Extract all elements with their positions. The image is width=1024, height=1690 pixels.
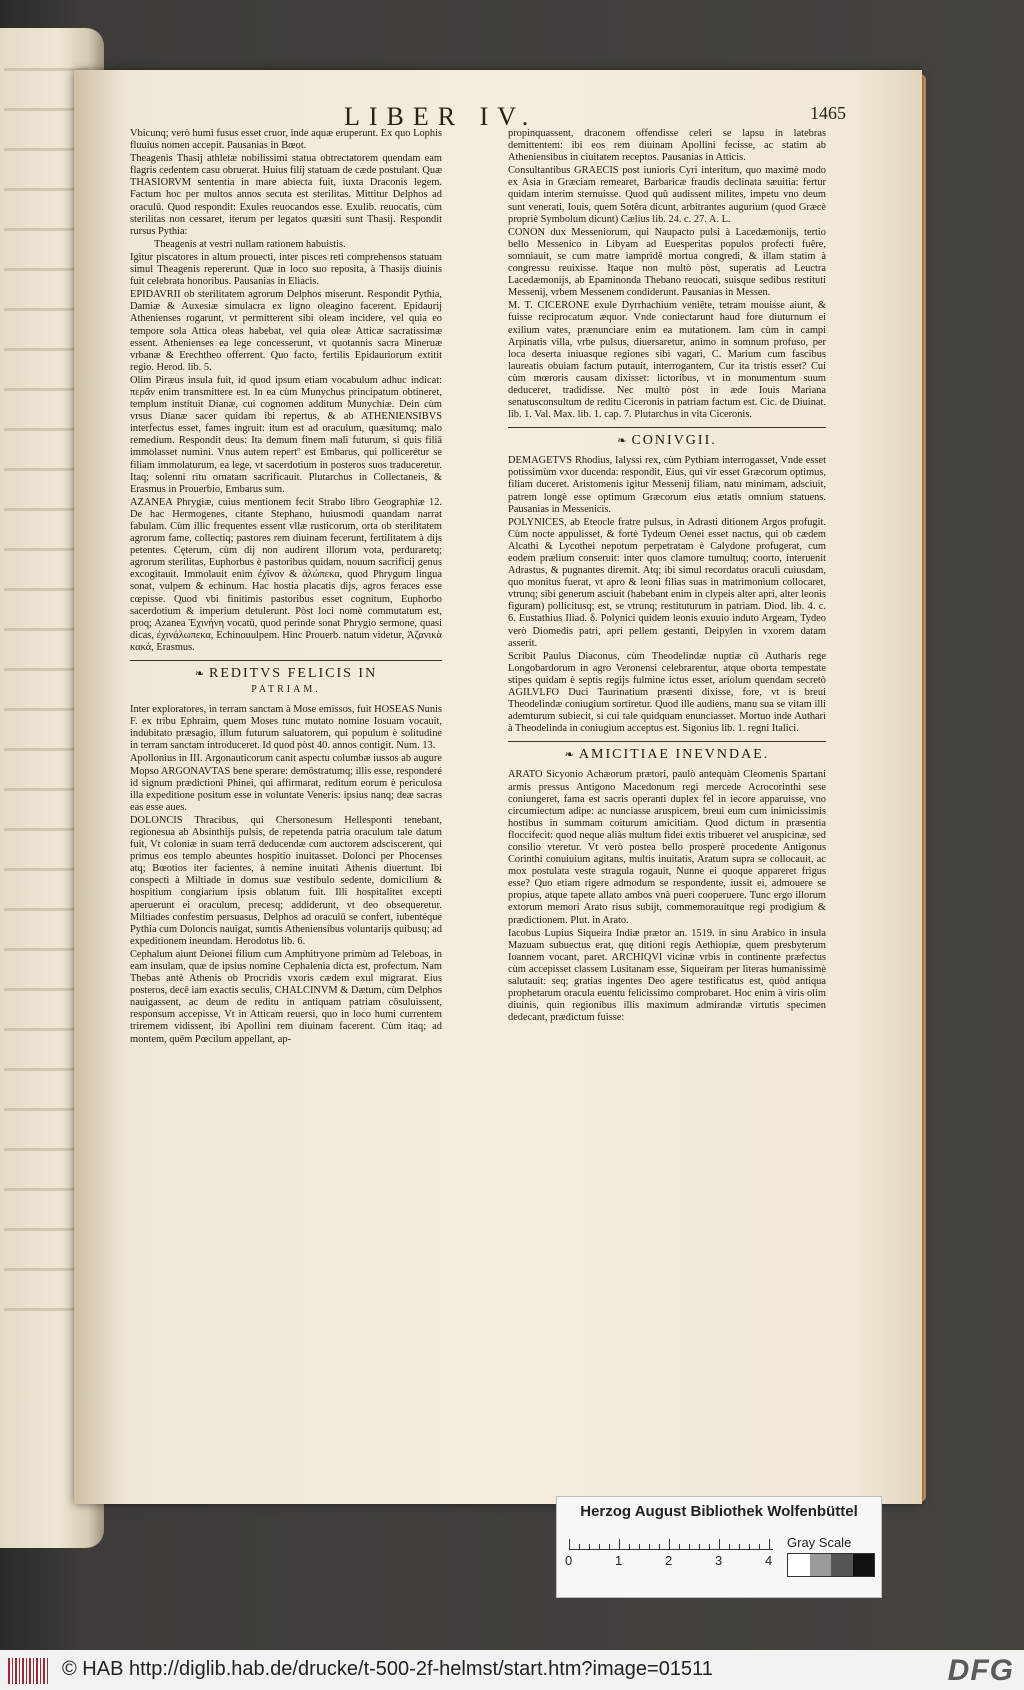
paragraph: AZANEA Phrygiæ, cuius mentionem fecit Strabo libro Geographiæ 12. De hac Hermogenes, citante Stephano, huiusmodi quandam narrat fabulam. Cùm illic frequentes essent vllæ rusticorum, orta ob sterilitatem agrorum fame, collectiq; pastores rem diuinam fecerunt, fertilitatem à dijs petentes. Cęterum, cùm dij non audirent illorum vota, perduraretq; agrorum sterilitas, Euphorbus è pastoribus quidam, nouum sacrificij genus excogitauit. Immolauit enim ἐχῖνον & ἀλώπεκα, quod Phrygum lingua sonat, vulpem & echinum. Hac hostia placatis dijs, agros feraces esse cœpisse. Quod vbi finitimis pastoribus esset cognitum, Euphorbo sacerdotium & imperium detulerunt. Pòst loci nomè commutatum est, proq; Azanea Ἐχινήνη vocatū, quod perinde sonat Phrygio sermone, quasi dicas, ἐχινάλωπεκα, Echinouulpem. Hinc Prouerb. natum videtur, Ἀζανικὰ κακά, Erasmus. — [130, 496, 442, 653]
section-heading-reditus — [130, 660, 442, 698]
section-subheading: PATRIAM. — [251, 684, 321, 696]
paragraph: DOLONCIS Thracibus, qui Chersonesum Hellesponti tenebant, regionesua ab Absinthijs pulsis, de repetenda patria oraculum tale datum fuit, Vt coloniæ in suam terrā deducendæ cum auctorem adsciscerent, qui primus eos templo abeuntes hospitio inuitasset. Dolonci per Phocenses atq; Bœotios iter facientes, à nemine inuitati Athenis diuertunt. Ibi conspecti à Miltiade in domus suæ vestibulo sedente, domicilium & hospitium congiarium ipsis oblatum fuit. Illi hospitalitet excepti aperuerunt ei oraculum, precesq; addiderunt, vt deo obsequeretur. Miltiades confestim persuasus, Delphos ad oraculū se confert, iubentéque Pythia cum Doloncis nauigat, sumtis Atheniensibus voluntarijs quibusq; ad expeditionem ineundam. Herodotus lib. 6. — [130, 814, 442, 947]
paragraph: EPIDAVRII ob sterilitatem agrorum Delphos miserunt. Respondit Pythia, Damiæ & Auxesiæ simulacra ex ligno oleagino facerent. Epidaurij Athenienses rogarunt, vt permitterent sibi oleam incidere, vel quia eo tempore sola Attica oleas habebat, vel quia oleæ Atticæ sacratissimæ essent. Athenienses ea lege concesserunt, vt quotannis sacra Mineruæ vrbanæ & Erechtheo offerrent. Quo facto, fertilis Epidauriorum extitit regio. Herod. lib. 5. — [130, 289, 442, 373]
paragraph: Apollonius in III. Argonauticorum canit aspectu columbæ iussos ab augure Mopso ARGONAVTAS bene sperare: demōstratumq; illis esse, responderé id signum prædictioni Phinei, qui affirmarat, reditum eorum è periculosa illa expeditione positum esse in voluntate Veneris: ipsius nanq; deæ sacras eas esse aues. — [130, 753, 442, 813]
paragraph: Cephalum aiunt Deionei filium cum Amphitryone primùm ad Teleboas, in eam insulam, quæ de ipsius nomine Cephalenia dicta est, profectum. Nam Thebas antè Athenis ob Procridis vxoris cædem exul migrarat. Eius posteros, decē iam exactis seculis, CHALCINVM & Dætum, cùm Delphos nauigassent, ac deum de reditu in antiquam patriam cōsuluissent, responsum accepisse, Vt in Atticam reuersi, quo in loco humi currentem triremem vidissent, ibi Apollini rem diuinam facerent. Cùm itaq; ad montem, quēm Pœcilum appellant, ap- — [130, 948, 442, 1045]
fleuron-icon: ❧ — [617, 435, 629, 448]
scale-number: 2 — [665, 1553, 673, 1568]
calibration-card — [556, 1496, 882, 1598]
gray-swatch — [831, 1554, 853, 1576]
institution-name: Herzog August Bibliothek Wolfenbüttel — [580, 1503, 858, 1520]
verse-line: Theagenis at vestri nullam rationem habuistis. — [154, 238, 346, 250]
gray-scale-swatches — [787, 1553, 875, 1577]
gray-swatch — [788, 1554, 810, 1576]
paragraph: ARATO Sicyonio Achæorum prætori, paulò antequàm Cleomenis Spartani armis pressus Antigono Macedonum regi mercede Acrocorinthi sese coniungeret, fama est sacris operanti duplex fel in iecore apparuisse, vno circumiectum adipe: ac nunciasse aruspicem, breui eum cum inimicissimis hostibus in summam coiturum amicitiam. Quod dictum in præsentia floccifecit: quod neque aliàs multum fidei extis tribueret vel aruspicinæ, sed consilio vteretur. Vt verò postea bello prosperè procedente Antigonus Corinthi conuiuium agitans, multis inuitatis, Aratum supra se collocauit, ac mox postulata veste stragula rogauit, Nunne ei quoque appareret frigus esse? Quo etiam rigere admodum se respondente, iussit ei, admouere se propius, atque tapete allato ambos vnà pueri cooperuere. Tunc ergo illorum extorum memori Arato risus subijt, commemorauitque regi prodigium & prædictionem. Plut. in Arato. — [508, 769, 826, 926]
section-heading-coniugii — [508, 427, 826, 449]
paragraph: POLYNICES, ab Eteocle fratre pulsus, in Adrasti ditionem Argos profugit. Cùm nocte appulisset, & fortè Tydeum Oenei esset nactus, qui ob cædem Alcathi & Lycothei nepotum perpetratam è Calydone profugerat, cum eodem prælium conseruit: inter quos clamore tumultuq; coorto, interuenit Adrastus, & pugnantes diremit. Atq; ibi simul recordatus oraculi cuiusdam, quo monitus fuerat, vt apro & leoni filias suas in matrimonium collocaret, vtrunq; sibi generum asciuit (habebant enim in clypeis alter apri, alter leonis figuram) pollicitusq; est, se vtrunq; restituturum in patriam. Diod. lib. 4. c. 6. Eustathius Iliad. δ. Polynici quidem leonis exuuio induto Argeam, Tydeo verò Diomedis patri, apri pellem gestanti, Deipylen in vxorem datam asserit. — [508, 516, 826, 649]
section-heading-text: REDITVS FELICIS IN — [208, 666, 378, 682]
source-url[interactable]: © HAB http://diglib.hab.de/drucke/t-500-2f-helmst/start.htm?image=01511 — [62, 1658, 713, 1680]
barcode-icon — [8, 1658, 48, 1684]
paragraph: Theagenis Thasij athletæ nobilissimi statua obtrectatorem quendam eam flagris cedentem casu obruerat. Huius filij statuam de cæde postulant. Quæ THASIORVM sententia in mare abiecta fuit, iuxta Draconis legem. Factum hoc per multos annos secuta est sterilitas. Mittitur Delphos ad oraculū. Quod respondit: Exules reuocandos esse. Exulib. reuocatis, cùm sterilitas non cessaret, iterum per legatos quæsiti sunt Thasij. Respondit rursus Pythia: — [130, 153, 442, 237]
paragraph: Consultantibus GRAECIS post iunioris Cyri interitum, quo maximè modo ex Asia in Græciam remearet, Barbaricæ fraudis declinata sæuitia: fertur quidam interim sternuisse. Quod quū audissent milites, impetu vno deum sunt venerati, Iouis, quem Sotêra dicunt, arbitrantes augurium (quod Græcè propriè Symbolum dicunt) Cælius lib. 24. c. 27. A. L. — [508, 165, 826, 225]
page-number: 1465 — [810, 103, 846, 123]
paragraph: Inter exploratores, in terram sanctam à Mose emissos, fuit HOSEAS Nunis F. ex tribu Ephraim, quem Moses tunc mutato nomine Iosuam vocauit, indubitato præsagio, illum futurum saluatorem, qui populum è solitudine in terram sanctam introduceret. Id quod pòst 40. annos contigit. Num. 13. — [130, 704, 442, 752]
paragraph: DEMAGETVS Rhodius, Ialyssi rex, cùm Pythiam interrogasset, Vnde esset potissimùm vxor ducenda: respondit, Eius, qui vir esset Græcorum optimus, filiam duceret. Aristomenis igitur Messenij filiam, natu minimam, adsciuit, patrem longè esse optimum Græcorum eius ætatis omnium statuens. Pausanias in Messenicis. — [508, 455, 826, 515]
running-head: LIBER IV. — [344, 102, 538, 131]
scale-number: 4 — [765, 1553, 773, 1568]
paragraph: Vbicunq; verò humi fusus esset cruor, inde aquæ eruperunt. Ex quo Lophis fluuius nomen accepit. Pausanias in Bœot. — [130, 128, 442, 152]
footer-bar — [0, 1650, 1024, 1690]
scale-number: 1 — [615, 1553, 623, 1568]
right-column — [508, 128, 826, 1025]
fleuron-icon: ❧ — [564, 749, 576, 762]
scale-ruler — [569, 1533, 773, 1550]
scale-number: 0 — [565, 1553, 573, 1568]
paragraph: Olim Piræus insula fuit, id quod ipsum etiam vocabulum adhuc indicat: περᾶν enim transmittere est. In ea cùm Munychus principatum obtineret, templum instituit Dianæ, cui cognomen additum Munychiæ. Dein cùm vrsus Dianæ sacer quidam ibi repertus, & ab ATHENIENSIBVS interfectus esset, fames ingruit: itum est ad oraculum, quæsitumq; malo remedium. Respondit deus: Ita demum finem mali futurum, si quis filiā immolasset numini. Vnus autem repertº est Embarus, qui pollicerétur se filiam immolaturum, ea lege, vt sacerdotium in posteros suos traduceretur. Itaq; solenni ritu ornatam sacrificauit. Plutarchus in Collectaneis, & Erasmus in Prouerbio, Embarus sum. — [130, 374, 442, 495]
gray-swatch — [853, 1554, 875, 1576]
paragraph: propinquassent, draconem offendisse celeri se lapsu in latebras demittentem: ibi eos rem diuinam Apollini fecisse, ac statim ab Atheniensibus in ciuitatem receptos. Pausanias in Atticis. — [508, 128, 826, 164]
gray-scale-label: Gray Scale — [787, 1535, 852, 1550]
paragraph: Scribit Paulus Diaconus, cùm Theodelindæ nuptiæ cū Autharis rege Longobardorum in agro Veronensi celebrarentur, atque oborta tempestate stipes quidam è septis regijs fulmine ictus esset, ariolum quendam secretò AGILVLFO Duci Taurinatium præsenti dixisse, fore, vt is breui Theodelindæ coniugium sortiretur. Quod ille audiens, manu sua se vitam illi ademturum subiecit, si cui tale quidquam enunciasset. Mortuo inde Autharì à Theodelinda in coniugium acceptus est. Sigonius lib. 1. regni Italici. — [508, 650, 826, 735]
fleuron-icon: ❧ — [194, 668, 206, 681]
section-heading-text: CONIVGII. — [631, 433, 717, 449]
gray-swatch — [810, 1554, 832, 1576]
dfg-logo: DFG — [947, 1654, 1014, 1687]
paragraph: CONON dux Messeniorum, qui Naupacto pulsi à Lacedæmonijs, tertio bello Messenico in Libyam ad Euesperitas populos profecti fuêre, somniauit, se cum matre iampridē mortua congredi, & illam statim à congressu reuixisse. Itaque non multò pòst, superatis ad Leuctra Lacedæmonijs, ab Epaminonda Thebano reuocati, suisque sedibus restituti Messenij, vrbem Messenem condiderunt. Pausanias in Messen. — [508, 226, 826, 299]
section-heading-amicitiae — [508, 741, 826, 763]
scale-number: 3 — [715, 1553, 723, 1568]
paragraph: M. T. CICERONE exule Dyrrhachium veniēte, tetram mouisse aiunt, & fuisse reciprocatum æquor. Vnde coniectarunt haud fore diuturnum ei exilium vates, prænunciare enim ea mutationem. Iam cùm in campi Arpinatis villa, vrbe pulsus, diuersaretur, animo in somnum profuso, per loca deserta iniuasque regiones sibi vagari, C. Marium cum fascibus laureatis obuiam factum putauit, interrogantem, Cur ita tristis esset? Cui cùm mœroris causam dixisset: lictoribus, vt in monumentum suum deduceret, tradidisse. Nec multò pòst in æde Iouis Mariana senatusconsultum de reditu Ciceronis in patriam factum est. Cic. de Diuinat. lib. 1. Val. Max. lib. 1. cap. 7. Plutarchus in vita Ciceronis. — [508, 300, 826, 421]
left-column — [130, 128, 442, 1047]
paragraph: Igitur piscatores in altum prouecti, inter pisces reti comprehensos statuam simul Theagenis repererunt. Quæ in loco suo reposita, à Thasijs diuinis fuit celebrata honoribus. Pausanias in Eliacis. — [130, 251, 442, 288]
paragraph: Iacobus Lupius Siqueira Indiæ prætor an. 1519. in sinu Arabico in insula Mazuam subuectus erat, quę ditioni regis Aethiopiæ, quem presbyterum Ioannem vocant, paret. ARCHIQVI vicinæ vrbis in continente præfectus cùm accepisset classem Lusitanam esse, Siqueiram per literas humanissimè salutauit: seq; gratias ingentes Deo agere testificatus est, quòd antiqua prophetarum oracula euentu felicissimo comprobaret. Hoc enim à viris olim diuinis, quin regionibus illis maximum admirandæ virtutis specimen dedecant, prædictum fuisse: — [508, 927, 826, 1024]
section-heading-text: AMICITIAE INEVNDAE. — [578, 747, 770, 763]
